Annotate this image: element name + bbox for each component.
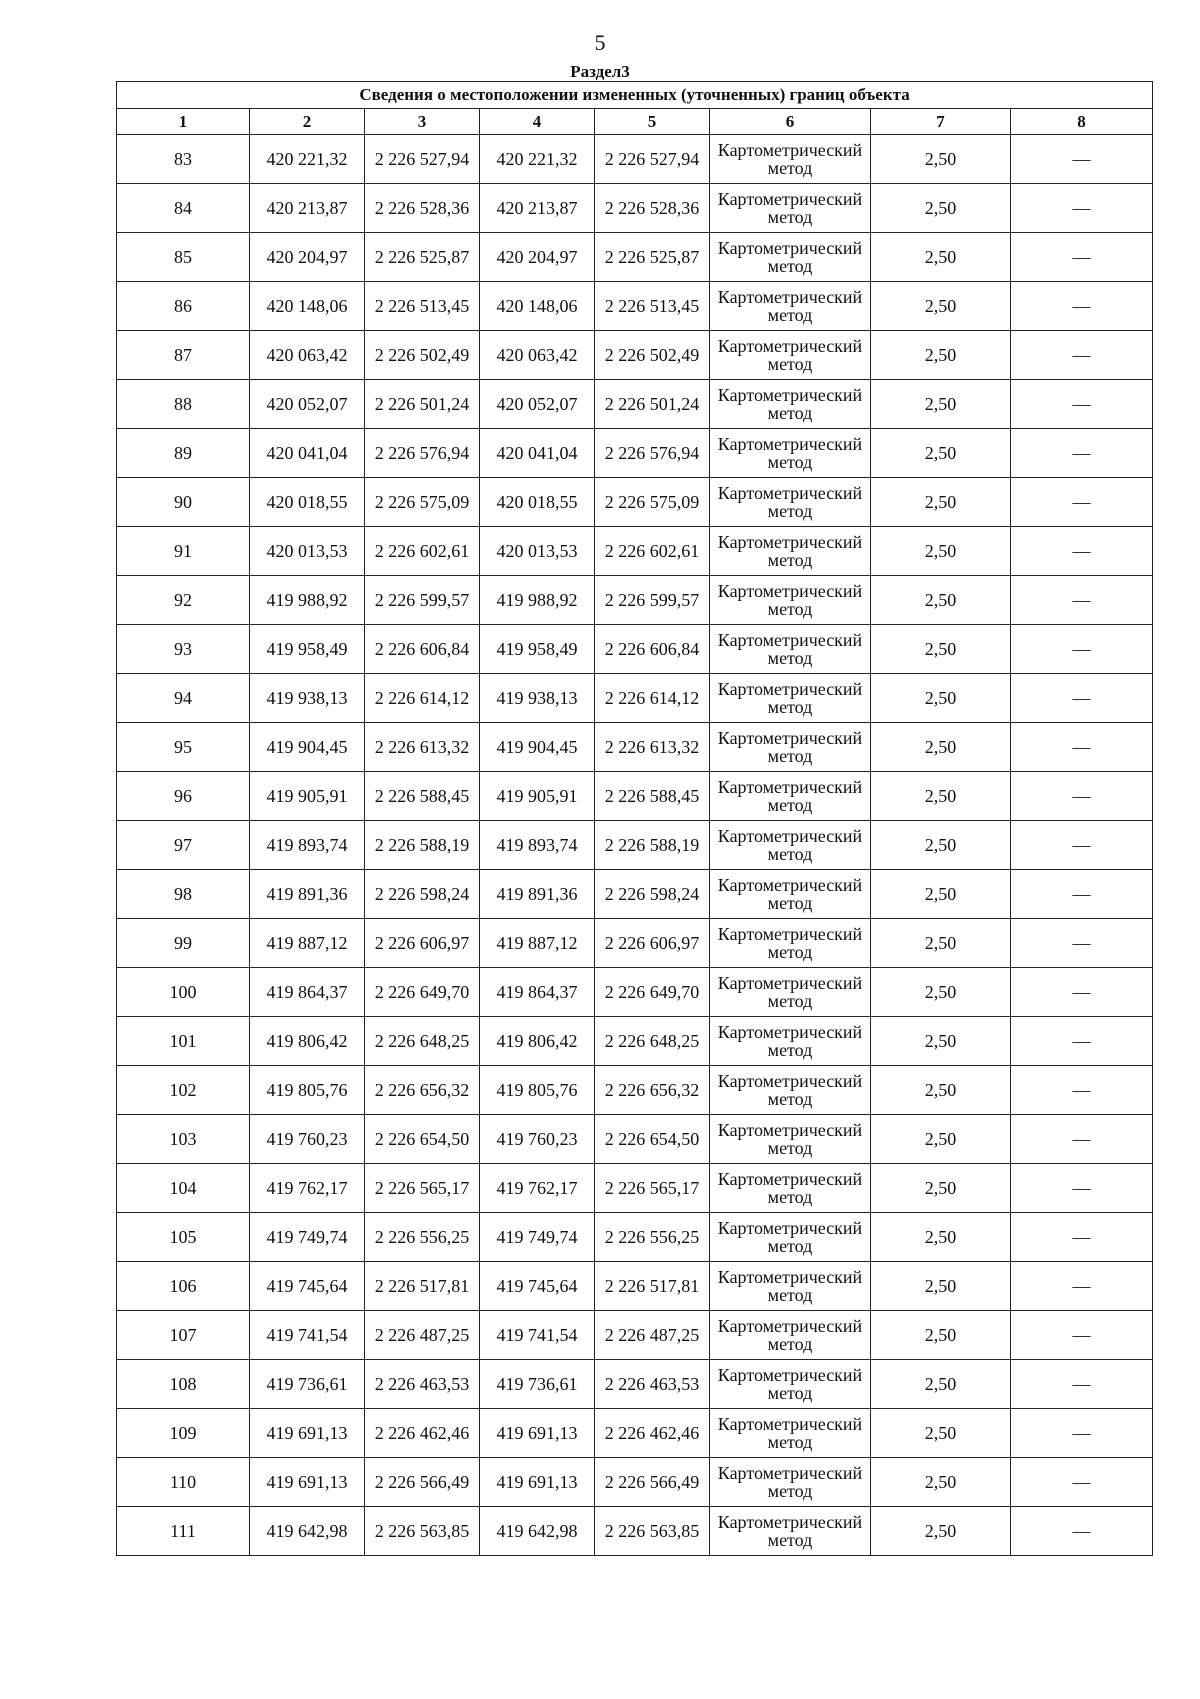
x-old-cell: 420 204,97	[250, 233, 365, 282]
remark-cell: —	[1011, 1017, 1153, 1066]
precision-cell: 2,50	[871, 821, 1011, 870]
x-new-cell: 419 749,74	[480, 1213, 595, 1262]
remark-cell: —	[1011, 135, 1153, 184]
point-number-cell: 94	[117, 674, 250, 723]
point-number-cell: 85	[117, 233, 250, 282]
x-old-cell: 420 063,42	[250, 331, 365, 380]
y-new-cell: 2 226 527,94	[595, 135, 710, 184]
y-new-cell: 2 226 487,25	[595, 1311, 710, 1360]
y-new-cell: 2 226 513,45	[595, 282, 710, 331]
table-row	[117, 576, 1153, 625]
point-number-cell: 98	[117, 870, 250, 919]
x-new-cell: 420 213,87	[480, 184, 595, 233]
table-row	[117, 1507, 1153, 1556]
y-old-cell: 2 226 527,94	[365, 135, 480, 184]
precision-cell: 2,50	[871, 1115, 1011, 1164]
y-new-cell: 2 226 575,09	[595, 478, 710, 527]
y-old-cell: 2 226 606,84	[365, 625, 480, 674]
point-number-cell: 107	[117, 1311, 250, 1360]
x-old-cell: 420 213,87	[250, 184, 365, 233]
remark-cell: —	[1011, 1507, 1153, 1556]
point-number-cell: 95	[117, 723, 250, 772]
y-new-cell: 2 226 556,25	[595, 1213, 710, 1262]
x-old-cell: 419 988,92	[250, 576, 365, 625]
table-row	[117, 1360, 1153, 1409]
y-old-cell: 2 226 501,24	[365, 380, 480, 429]
x-old-cell: 419 904,45	[250, 723, 365, 772]
y-old-cell: 2 226 575,09	[365, 478, 480, 527]
x-old-cell: 419 760,23	[250, 1115, 365, 1164]
y-new-cell: 2 226 649,70	[595, 968, 710, 1017]
point-number-cell: 86	[117, 282, 250, 331]
point-number-cell: 103	[117, 1115, 250, 1164]
table-row	[117, 282, 1153, 331]
remark-cell: —	[1011, 380, 1153, 429]
method-cell: Картометрический метод	[710, 1213, 871, 1262]
x-new-cell: 420 041,04	[480, 429, 595, 478]
y-old-cell: 2 226 656,32	[365, 1066, 480, 1115]
remark-cell: —	[1011, 870, 1153, 919]
table-row	[117, 1164, 1153, 1213]
x-new-cell: 419 745,64	[480, 1262, 595, 1311]
point-number-cell: 89	[117, 429, 250, 478]
table-row	[117, 1458, 1153, 1507]
x-old-cell: 419 958,49	[250, 625, 365, 674]
y-new-cell: 2 226 502,49	[595, 331, 710, 380]
y-new-cell: 2 226 517,81	[595, 1262, 710, 1311]
y-new-cell: 2 226 528,36	[595, 184, 710, 233]
x-new-cell: 419 762,17	[480, 1164, 595, 1213]
x-new-cell: 419 988,92	[480, 576, 595, 625]
method-cell: Картометрический метод	[710, 1262, 871, 1311]
y-new-cell: 2 226 588,19	[595, 821, 710, 870]
x-new-cell: 419 806,42	[480, 1017, 595, 1066]
method-cell: Картометрический метод	[710, 1458, 871, 1507]
precision-cell: 2,50	[871, 625, 1011, 674]
precision-cell: 2,50	[871, 1213, 1011, 1262]
column-header: 5	[595, 109, 710, 135]
method-cell: Картометрический метод	[710, 1507, 871, 1556]
method-cell: Картометрический метод	[710, 282, 871, 331]
x-new-cell: 419 887,12	[480, 919, 595, 968]
method-cell: Картометрический метод	[710, 1409, 871, 1458]
table-row	[117, 1115, 1153, 1164]
y-old-cell: 2 226 513,45	[365, 282, 480, 331]
table-row	[117, 1213, 1153, 1262]
remark-cell: —	[1011, 576, 1153, 625]
y-old-cell: 2 226 599,57	[365, 576, 480, 625]
y-old-cell: 2 226 487,25	[365, 1311, 480, 1360]
method-cell: Картометрический метод	[710, 331, 871, 380]
y-new-cell: 2 226 565,17	[595, 1164, 710, 1213]
precision-cell: 2,50	[871, 1017, 1011, 1066]
table-row	[117, 1311, 1153, 1360]
table-row	[117, 527, 1153, 576]
point-number-cell: 108	[117, 1360, 250, 1409]
x-new-cell: 419 741,54	[480, 1311, 595, 1360]
y-old-cell: 2 226 654,50	[365, 1115, 480, 1164]
x-old-cell: 420 052,07	[250, 380, 365, 429]
y-old-cell: 2 226 462,46	[365, 1409, 480, 1458]
table-row	[117, 478, 1153, 527]
y-new-cell: 2 226 462,46	[595, 1409, 710, 1458]
y-old-cell: 2 226 588,45	[365, 772, 480, 821]
method-cell: Картометрический метод	[710, 1360, 871, 1409]
point-number-cell: 111	[117, 1507, 250, 1556]
x-new-cell: 419 864,37	[480, 968, 595, 1017]
x-old-cell: 419 893,74	[250, 821, 365, 870]
x-old-cell: 419 887,12	[250, 919, 365, 968]
method-cell: Картометрический метод	[710, 772, 871, 821]
precision-cell: 2,50	[871, 674, 1011, 723]
precision-cell: 2,50	[871, 478, 1011, 527]
table-row	[117, 1017, 1153, 1066]
y-new-cell: 2 226 648,25	[595, 1017, 710, 1066]
point-number-cell: 102	[117, 1066, 250, 1115]
remark-cell: —	[1011, 821, 1153, 870]
method-cell: Картометрический метод	[710, 380, 871, 429]
table-row	[117, 870, 1153, 919]
y-old-cell: 2 226 563,85	[365, 1507, 480, 1556]
point-number-cell: 90	[117, 478, 250, 527]
x-old-cell: 419 741,54	[250, 1311, 365, 1360]
y-old-cell: 2 226 525,87	[365, 233, 480, 282]
y-old-cell: 2 226 517,81	[365, 1262, 480, 1311]
precision-cell: 2,50	[871, 1311, 1011, 1360]
y-new-cell: 2 226 525,87	[595, 233, 710, 282]
remark-cell: —	[1011, 527, 1153, 576]
method-cell: Картометрический метод	[710, 1164, 871, 1213]
y-old-cell: 2 226 649,70	[365, 968, 480, 1017]
y-new-cell: 2 226 576,94	[595, 429, 710, 478]
method-cell: Картометрический метод	[710, 184, 871, 233]
x-old-cell: 419 762,17	[250, 1164, 365, 1213]
precision-cell: 2,50	[871, 968, 1011, 1017]
precision-cell: 2,50	[871, 1507, 1011, 1556]
remark-cell: —	[1011, 1458, 1153, 1507]
x-new-cell: 419 905,91	[480, 772, 595, 821]
point-number-cell: 97	[117, 821, 250, 870]
precision-cell: 2,50	[871, 576, 1011, 625]
method-cell: Картометрический метод	[710, 1115, 871, 1164]
y-new-cell: 2 226 613,32	[595, 723, 710, 772]
x-new-cell: 419 760,23	[480, 1115, 595, 1164]
y-new-cell: 2 226 602,61	[595, 527, 710, 576]
x-old-cell: 419 806,42	[250, 1017, 365, 1066]
x-new-cell: 419 891,36	[480, 870, 595, 919]
remark-cell: —	[1011, 1213, 1153, 1262]
column-number-row	[117, 109, 1153, 135]
y-old-cell: 2 226 576,94	[365, 429, 480, 478]
y-old-cell: 2 226 613,32	[365, 723, 480, 772]
x-new-cell: 420 204,97	[480, 233, 595, 282]
y-new-cell: 2 226 654,50	[595, 1115, 710, 1164]
table-row	[117, 1262, 1153, 1311]
table-row	[117, 1066, 1153, 1115]
x-old-cell: 419 749,74	[250, 1213, 365, 1262]
x-new-cell: 419 958,49	[480, 625, 595, 674]
table-row	[117, 1409, 1153, 1458]
x-old-cell: 420 018,55	[250, 478, 365, 527]
remark-cell: —	[1011, 1115, 1153, 1164]
x-new-cell: 420 052,07	[480, 380, 595, 429]
y-new-cell: 2 226 566,49	[595, 1458, 710, 1507]
x-new-cell: 419 938,13	[480, 674, 595, 723]
point-number-cell: 105	[117, 1213, 250, 1262]
remark-cell: —	[1011, 1164, 1153, 1213]
x-old-cell: 419 745,64	[250, 1262, 365, 1311]
y-new-cell: 2 226 599,57	[595, 576, 710, 625]
x-new-cell: 420 221,32	[480, 135, 595, 184]
column-header: 3	[365, 109, 480, 135]
y-old-cell: 2 226 502,49	[365, 331, 480, 380]
method-cell: Картометрический метод	[710, 625, 871, 674]
remark-cell: —	[1011, 723, 1153, 772]
x-old-cell: 419 642,98	[250, 1507, 365, 1556]
column-header: 1	[117, 109, 250, 135]
precision-cell: 2,50	[871, 772, 1011, 821]
y-old-cell: 2 226 598,24	[365, 870, 480, 919]
table-row	[117, 772, 1153, 821]
method-cell: Картометрический метод	[710, 576, 871, 625]
column-header: 6	[710, 109, 871, 135]
precision-cell: 2,50	[871, 1409, 1011, 1458]
x-old-cell: 419 736,61	[250, 1360, 365, 1409]
x-old-cell: 419 891,36	[250, 870, 365, 919]
remark-cell: —	[1011, 233, 1153, 282]
remark-cell: —	[1011, 772, 1153, 821]
y-old-cell: 2 226 588,19	[365, 821, 480, 870]
table-row	[117, 625, 1153, 674]
boundary-coordinates-table	[116, 81, 1153, 1556]
x-old-cell: 420 148,06	[250, 282, 365, 331]
y-new-cell: 2 226 463,53	[595, 1360, 710, 1409]
y-old-cell: 2 226 648,25	[365, 1017, 480, 1066]
y-old-cell: 2 226 463,53	[365, 1360, 480, 1409]
table-row	[117, 135, 1153, 184]
column-header: 7	[871, 109, 1011, 135]
precision-cell: 2,50	[871, 233, 1011, 282]
column-header: 4	[480, 109, 595, 135]
remark-cell: —	[1011, 1360, 1153, 1409]
x-new-cell: 419 904,45	[480, 723, 595, 772]
remark-cell: —	[1011, 625, 1153, 674]
precision-cell: 2,50	[871, 1262, 1011, 1311]
method-cell: Картометрический метод	[710, 429, 871, 478]
method-cell: Картометрический метод	[710, 968, 871, 1017]
y-new-cell: 2 226 598,24	[595, 870, 710, 919]
table-row	[117, 919, 1153, 968]
x-new-cell: 420 063,42	[480, 331, 595, 380]
x-old-cell: 419 691,13	[250, 1409, 365, 1458]
point-number-cell: 96	[117, 772, 250, 821]
remark-cell: —	[1011, 674, 1153, 723]
point-number-cell: 83	[117, 135, 250, 184]
precision-cell: 2,50	[871, 527, 1011, 576]
x-old-cell: 419 691,13	[250, 1458, 365, 1507]
precision-cell: 2,50	[871, 723, 1011, 772]
y-old-cell: 2 226 614,12	[365, 674, 480, 723]
x-new-cell: 419 691,13	[480, 1409, 595, 1458]
remark-cell: —	[1011, 968, 1153, 1017]
x-new-cell: 420 018,55	[480, 478, 595, 527]
y-new-cell: 2 226 606,84	[595, 625, 710, 674]
table-row	[117, 821, 1153, 870]
table-row	[117, 968, 1153, 1017]
table-row	[117, 331, 1153, 380]
x-new-cell: 419 736,61	[480, 1360, 595, 1409]
point-number-cell: 87	[117, 331, 250, 380]
method-cell: Картометрический метод	[710, 821, 871, 870]
x-old-cell: 419 938,13	[250, 674, 365, 723]
y-new-cell: 2 226 606,97	[595, 919, 710, 968]
point-number-cell: 91	[117, 527, 250, 576]
method-cell: Картометрический метод	[710, 674, 871, 723]
remark-cell: —	[1011, 478, 1153, 527]
x-new-cell: 420 148,06	[480, 282, 595, 331]
precision-cell: 2,50	[871, 331, 1011, 380]
y-new-cell: 2 226 614,12	[595, 674, 710, 723]
y-new-cell: 2 226 588,45	[595, 772, 710, 821]
column-header: 2	[250, 109, 365, 135]
x-old-cell: 419 905,91	[250, 772, 365, 821]
precision-cell: 2,50	[871, 282, 1011, 331]
table-row	[117, 674, 1153, 723]
point-number-cell: 92	[117, 576, 250, 625]
method-cell: Картометрический метод	[710, 1066, 871, 1115]
point-number-cell: 106	[117, 1262, 250, 1311]
point-number-cell: 110	[117, 1458, 250, 1507]
point-number-cell: 84	[117, 184, 250, 233]
y-old-cell: 2 226 606,97	[365, 919, 480, 968]
remark-cell: —	[1011, 429, 1153, 478]
point-number-cell: 88	[117, 380, 250, 429]
method-cell: Картометрический метод	[710, 1311, 871, 1360]
table-body	[117, 135, 1153, 1556]
precision-cell: 2,50	[871, 184, 1011, 233]
x-old-cell: 420 013,53	[250, 527, 365, 576]
precision-cell: 2,50	[871, 1458, 1011, 1507]
table-caption: Сведения о местоположении измененных (уточненных) границ объекта	[117, 82, 1153, 109]
point-number-cell: 104	[117, 1164, 250, 1213]
remark-cell: —	[1011, 331, 1153, 380]
y-old-cell: 2 226 602,61	[365, 527, 480, 576]
x-new-cell: 419 805,76	[480, 1066, 595, 1115]
precision-cell: 2,50	[871, 919, 1011, 968]
y-new-cell: 2 226 656,32	[595, 1066, 710, 1115]
point-number-cell: 99	[117, 919, 250, 968]
y-new-cell: 2 226 501,24	[595, 380, 710, 429]
table-row	[117, 380, 1153, 429]
remark-cell: —	[1011, 1262, 1153, 1311]
x-old-cell: 419 805,76	[250, 1066, 365, 1115]
x-old-cell: 419 864,37	[250, 968, 365, 1017]
method-cell: Картометрический метод	[710, 233, 871, 282]
method-cell: Картометрический метод	[710, 870, 871, 919]
y-new-cell: 2 226 563,85	[595, 1507, 710, 1556]
remark-cell: —	[1011, 184, 1153, 233]
precision-cell: 2,50	[871, 1066, 1011, 1115]
method-cell: Картометрический метод	[710, 723, 871, 772]
y-old-cell: 2 226 565,17	[365, 1164, 480, 1213]
x-new-cell: 420 013,53	[480, 527, 595, 576]
x-old-cell: 420 221,32	[250, 135, 365, 184]
x-new-cell: 419 893,74	[480, 821, 595, 870]
precision-cell: 2,50	[871, 870, 1011, 919]
method-cell: Картометрический метод	[710, 527, 871, 576]
remark-cell: —	[1011, 1311, 1153, 1360]
x-old-cell: 420 041,04	[250, 429, 365, 478]
x-new-cell: 419 691,13	[480, 1458, 595, 1507]
remark-cell: —	[1011, 1409, 1153, 1458]
point-number-cell: 100	[117, 968, 250, 1017]
precision-cell: 2,50	[871, 1360, 1011, 1409]
precision-cell: 2,50	[871, 429, 1011, 478]
section-label: Раздел3	[570, 62, 630, 81]
method-cell: Картометрический метод	[710, 1017, 871, 1066]
column-header: 8	[1011, 109, 1153, 135]
precision-cell: 2,50	[871, 135, 1011, 184]
precision-cell: 2,50	[871, 380, 1011, 429]
point-number-cell: 101	[117, 1017, 250, 1066]
method-cell: Картометрический метод	[710, 919, 871, 968]
table-row	[117, 184, 1153, 233]
point-number-cell: 109	[117, 1409, 250, 1458]
x-new-cell: 419 642,98	[480, 1507, 595, 1556]
method-cell: Картометрический метод	[710, 135, 871, 184]
precision-cell: 2,50	[871, 1164, 1011, 1213]
table-row	[117, 723, 1153, 772]
table-row	[117, 233, 1153, 282]
table-row	[117, 429, 1153, 478]
y-old-cell: 2 226 556,25	[365, 1213, 480, 1262]
y-old-cell: 2 226 528,36	[365, 184, 480, 233]
remark-cell: —	[1011, 1066, 1153, 1115]
point-number-cell: 93	[117, 625, 250, 674]
method-cell: Картометрический метод	[710, 478, 871, 527]
remark-cell: —	[1011, 282, 1153, 331]
page-number: 5	[594, 30, 606, 55]
y-old-cell: 2 226 566,49	[365, 1458, 480, 1507]
remark-cell: —	[1011, 919, 1153, 968]
